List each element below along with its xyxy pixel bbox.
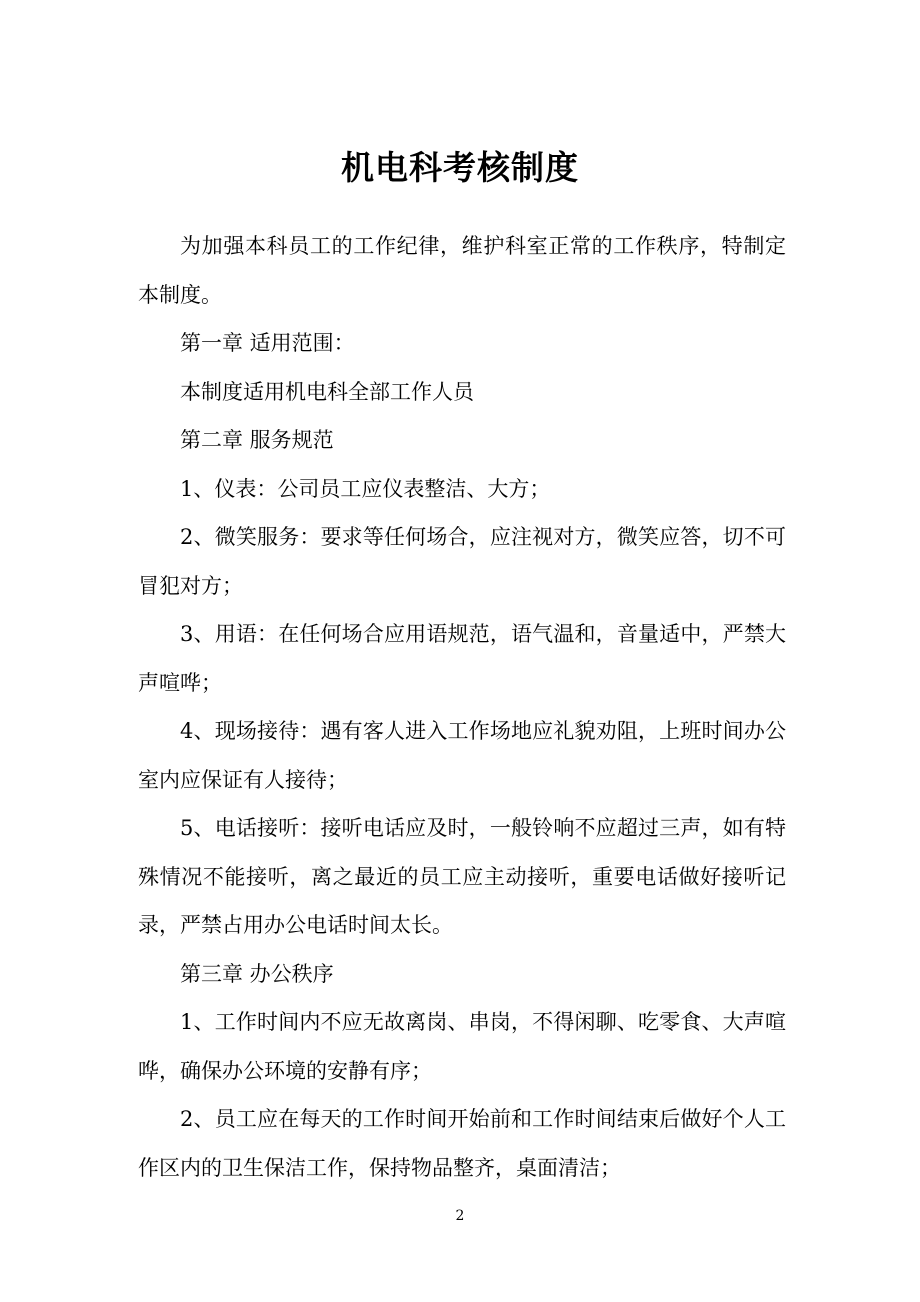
page-number: 2	[455, 1208, 465, 1224]
chapter-1-text: 本制度适用机电科全部工作人员	[180, 379, 474, 404]
document-title: 机电科考核制度	[341, 148, 579, 187]
chapter-2-item-3: 3、用语：在任何场合应用语规范，语气温和，音量适中，严禁大声喧哗；	[138, 622, 786, 695]
chapter-2-item-2: 2、微笑服务：要求等任何场合，应注视对方，微笑应答，切不可冒犯对方；	[138, 525, 786, 598]
intro-paragraph: 为加强本科员工的工作纪律，维护科室正常的工作秩序，特制定本制度。	[138, 234, 786, 307]
chapter-2-item-4: 4、现场接待：遇有客人进入工作场地应礼貌劝阻，上班时间办公室内应保证有人接待；	[138, 719, 786, 792]
chapter-3-item-1: 1、工作时间内不应无故离岗、串岗，不得闲聊、吃零食、大声喧哗，确保办公环境的安静有序；	[138, 1010, 786, 1083]
document-body	[138, 222, 786, 1192]
chapter-2-heading: 第二章 服务规范	[180, 428, 334, 452]
chapter-2-item-1: 1、仪表：公司员工应仪表整洁、大方；	[180, 476, 551, 501]
chapter-3-item-2: 2、员工应在每天的工作时间开始前和工作时间结束后做好个人工作区内的卫生保洁工作，保持物品整齐，桌面清洁；	[138, 1107, 786, 1180]
chapter-1-heading: 第一章 适用范围：	[180, 331, 355, 355]
chapter-3-heading: 第三章 办公秩序	[180, 961, 334, 986]
chapter-2-item-5: 5、电话接听：接听电话应及时，一般铃响不应超过三声，如有特殊情况不能接听，离之最近的员工应主动接听，重要电话做好接听记录，严禁占用办公电话时间太长。	[138, 816, 786, 937]
